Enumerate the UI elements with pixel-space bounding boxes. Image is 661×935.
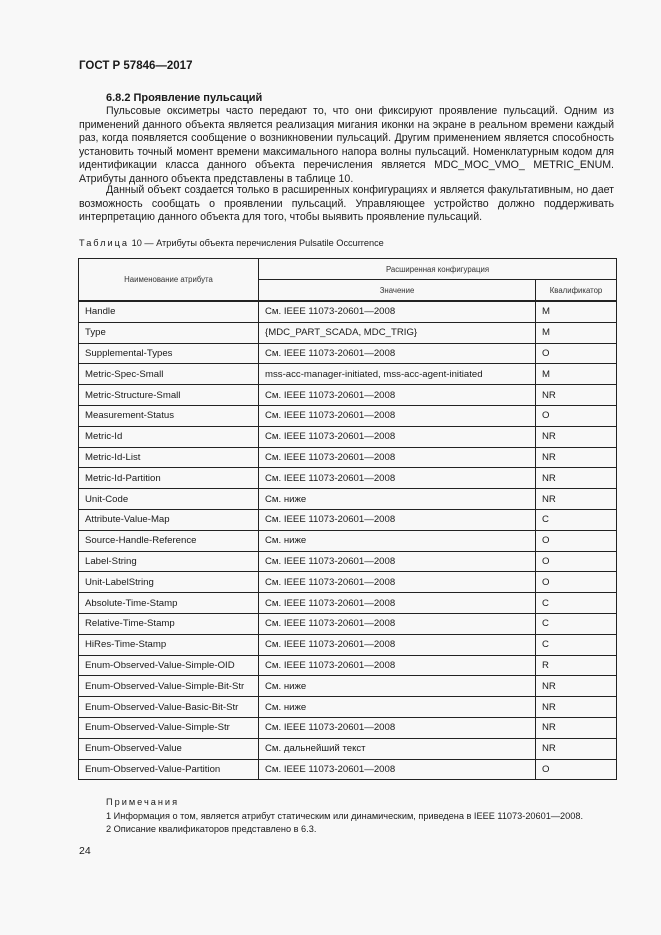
attribute-name-cell: Absolute-Time-Stamp [79, 593, 259, 614]
table-row [79, 738, 617, 759]
qualifier-cell: NR [536, 489, 617, 510]
qualifier-cell: NR [536, 447, 617, 468]
table-row [79, 530, 617, 551]
notes-title: Примечания [106, 797, 180, 807]
qualifier-cell: NR [536, 676, 617, 697]
attribute-name-cell: Unit-LabelString [79, 572, 259, 593]
value-cell: См. IEEE 11073-20601—2008 [259, 717, 536, 738]
attribute-name-cell: Label-String [79, 551, 259, 572]
qualifier-cell: O [536, 551, 617, 572]
value-cell: См. IEEE 11073-20601—2008 [259, 634, 536, 655]
value-cell: См. IEEE 11073-20601—2008 [259, 385, 536, 406]
value-cell: См. IEEE 11073-20601—2008 [259, 613, 536, 634]
table-row [79, 697, 617, 718]
header-extended-config: Расширенная конфигурация [259, 259, 617, 280]
qualifier-cell: R [536, 655, 617, 676]
qualifier-cell: C [536, 613, 617, 634]
qualifier-cell: NR [536, 697, 617, 718]
attribute-name-cell: Metric-Structure-Small [79, 385, 259, 406]
qualifier-cell: NR [536, 717, 617, 738]
notes [106, 796, 583, 837]
table-row [79, 489, 617, 510]
header-value: Значение [259, 280, 536, 302]
attribute-name-cell: Handle [79, 301, 259, 322]
qualifier-cell: C [536, 509, 617, 530]
value-cell: См. ниже [259, 530, 536, 551]
table-row [79, 613, 617, 634]
note-1: 1 Информация о том, является атрибут статическим или динамическим, приведена в IEEE 11073-20601—2008. [106, 810, 584, 821]
value-cell: См. IEEE 11073-20601—2008 [259, 593, 536, 614]
table-row [79, 447, 617, 468]
qualifier-cell: M [536, 301, 617, 322]
attribute-name-cell: HiRes-Time-Stamp [79, 634, 259, 655]
value-cell: См. IEEE 11073-20601—2008 [259, 759, 536, 780]
table-row [79, 655, 617, 676]
qualifier-cell: O [536, 343, 617, 364]
header-qualifier: Квалификатор [536, 280, 617, 302]
value-cell: См. IEEE 11073-20601—2008 [259, 405, 536, 426]
attribute-name-cell: Enum-Observed-Value-Partition [79, 759, 259, 780]
attribute-name-cell: Enum-Observed-Value [79, 738, 259, 759]
table-row [79, 717, 617, 738]
attribute-name-cell: Metric-Id [79, 426, 259, 447]
table-row [79, 676, 617, 697]
attribute-name-cell: Supplemental-Types [79, 343, 259, 364]
value-cell: См. ниже [259, 697, 536, 718]
section-title: 6.8.2 Проявление пульсаций [106, 92, 263, 104]
qualifier-cell: NR [536, 468, 617, 489]
attribute-name-cell: Measurement-Status [79, 405, 259, 426]
attribute-name-cell: Attribute-Value-Map [79, 509, 259, 530]
qualifier-cell: NR [536, 385, 617, 406]
attribute-name-cell: Metric-Id-Partition [79, 468, 259, 489]
attribute-name-cell: Enum-Observed-Value-Simple-Str [79, 717, 259, 738]
qualifier-cell: O [536, 759, 617, 780]
qualifier-cell: NR [536, 426, 617, 447]
value-cell: См. дальнейший текст [259, 738, 536, 759]
table-row [79, 343, 617, 364]
value-cell: {MDC_PART_SCADA, MDC_TRIG} [259, 322, 536, 343]
table-row [79, 301, 617, 322]
attribute-name-cell: Enum-Observed-Value-Simple-Bit-Str [79, 676, 259, 697]
table-caption-text: 10 — Атрибуты объекта перечисления Pulsatile Occurrence [129, 238, 384, 248]
paragraph-2: Данный объект создается только в расширенных конфигурациях и является факультативным, но дает возможность сообщать о проявлении пульсаций. Управляющее устройство должно поддерживать интерпретацию данного объекта для того, чтобы выявить проявление пульсаций. [79, 184, 614, 224]
qualifier-cell: M [536, 364, 617, 385]
value-cell: См. IEEE 11073-20601—2008 [259, 468, 536, 489]
value-cell: См. ниже [259, 489, 536, 510]
value-cell: См. IEEE 11073-20601—2008 [259, 655, 536, 676]
attribute-name-cell: Enum-Observed-Value-Basic-Bit-Str [79, 697, 259, 718]
table-row [79, 551, 617, 572]
header-attribute-name: Наименование атрибута [79, 259, 259, 302]
table-row [79, 634, 617, 655]
attributes-table [78, 258, 617, 780]
document-code: ГОСТ Р 57846—2017 [79, 60, 193, 72]
value-cell: См. IEEE 11073-20601—2008 [259, 447, 536, 468]
page-number: 24 [79, 845, 91, 857]
value-cell: См. IEEE 11073-20601—2008 [259, 509, 536, 530]
attribute-name-cell: Relative-Time-Stamp [79, 613, 259, 634]
attribute-name-cell: Metric-Spec-Small [79, 364, 259, 385]
table-row [79, 593, 617, 614]
table-row [79, 426, 617, 447]
value-cell: См. IEEE 11073-20601—2008 [259, 426, 536, 447]
table-row [79, 385, 617, 406]
value-cell: См. IEEE 11073-20601—2008 [259, 343, 536, 364]
table-row [79, 405, 617, 426]
qualifier-cell: C [536, 634, 617, 655]
value-cell: См. ниже [259, 676, 536, 697]
value-cell: См. IEEE 11073-20601—2008 [259, 301, 536, 322]
paragraph-1: Пульсовые оксиметры часто передают то, что они фиксируют проявление пульсаций. Одним из применений данного объекта является реализация мигания иконки на экране в реальном времени каждый раз, когда появляется сообщение о возникновении пульсаций. Другим применением является способность установить точный момент времени максимального напора волны пульсаций. Номенклатурным кодом для идентификации класса данного объекта перечисления является MDC_MOC_VMO_ METRIC_ENUM. Атрибуты данного объекта представлены в таблице 10. [79, 105, 614, 185]
qualifier-cell: O [536, 405, 617, 426]
qualifier-cell: O [536, 572, 617, 593]
table-row [79, 322, 617, 343]
qualifier-cell: C [536, 593, 617, 614]
value-cell: См. IEEE 11073-20601—2008 [259, 551, 536, 572]
qualifier-cell: M [536, 322, 617, 343]
table-row [79, 509, 617, 530]
qualifier-cell: O [536, 530, 617, 551]
table-row [79, 468, 617, 489]
table-caption [79, 238, 384, 248]
attribute-name-cell: Enum-Observed-Value-Simple-OID [79, 655, 259, 676]
qualifier-cell: NR [536, 738, 617, 759]
table-row [79, 759, 617, 780]
value-cell: mss-acc-manager-initiated, mss-acc-agent-initiated [259, 364, 536, 385]
note-2: 2 Описание квалификаторов представлено в 6.3. [106, 824, 317, 834]
table-caption-label: Таблица [79, 238, 130, 248]
attribute-name-cell: Source-Handle-Reference [79, 530, 259, 551]
attribute-name-cell: Type [79, 322, 259, 343]
table-row [79, 364, 617, 385]
attribute-name-cell: Metric-Id-List [79, 447, 259, 468]
table-row [79, 572, 617, 593]
attribute-name-cell: Unit-Code [79, 489, 259, 510]
value-cell: См. IEEE 11073-20601—2008 [259, 572, 536, 593]
